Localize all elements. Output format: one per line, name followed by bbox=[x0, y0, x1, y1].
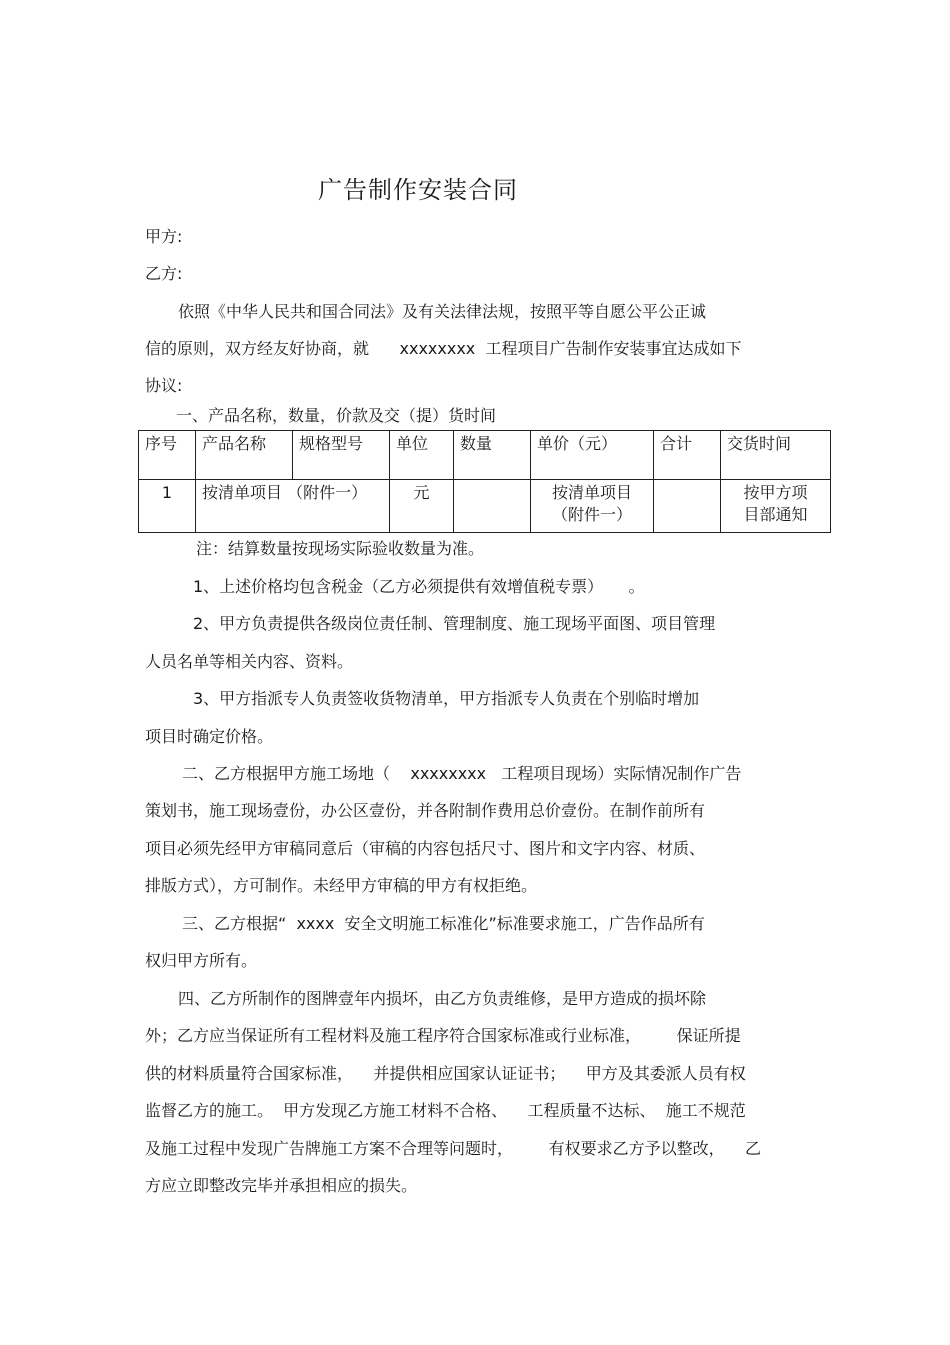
section4-line-4: 监督乙方的施工。 甲方发现乙方施工材料不合格、 工程质量不达标、 施工不规范 bbox=[145, 1101, 746, 1120]
row-index: 1 bbox=[139, 480, 196, 533]
row-delivery-time bbox=[721, 480, 831, 533]
table-header-cell: 交货时间 bbox=[721, 431, 831, 480]
table-header-cell: 合计 bbox=[654, 431, 721, 480]
section4-line-3: 供的材料质量符合国家标准， 并提供相应国家认证证书； 甲方及其委派人员有权 bbox=[145, 1064, 746, 1083]
table-header-cell: 数量 bbox=[454, 431, 531, 480]
table-header-cell: 规格型号 bbox=[293, 431, 390, 480]
row-unit: 元 bbox=[390, 480, 454, 533]
goods-table bbox=[138, 430, 831, 533]
item-2-line-1: 2、甲方负责提供各级岗位责任制、管理制度、施工现场平面图、项目管理 bbox=[193, 614, 716, 633]
table-header-cell: 序号 bbox=[139, 431, 196, 480]
item-3-line-2: 项目时确定价格。 bbox=[145, 727, 274, 746]
section4-line-2: 外；乙方应当保证所有工程材料及施工程序符合国家标准或行业标准， 保证所提 bbox=[145, 1026, 741, 1045]
section2-line-1: 二、乙方根据甲方施工场地（ xxxxxxxx 工程项目现场）实际情况制作广告 bbox=[182, 764, 742, 783]
section2-line-4: 排版方式），方可制作。未经甲方审稿的甲方有权拒绝。 bbox=[145, 876, 538, 895]
section3-line-2: 权归甲方所有。 bbox=[145, 951, 258, 970]
section2-line-3: 项目必须先经甲方审稿同意后（审稿的内容包括尺寸、图片和文字内容、材质、 bbox=[145, 839, 706, 858]
settlement-note: 注：结算数量按现场实际验收数量为准。 bbox=[196, 539, 485, 558]
row-delivery-line-1: 按甲方项 bbox=[743, 483, 808, 502]
party-a-label: 甲方: bbox=[145, 227, 183, 246]
table-header-row bbox=[139, 431, 831, 480]
item-1: 1、上述价格均包含税金（乙方必须提供有效增值税专票） 。 bbox=[193, 577, 645, 596]
row-unit-price bbox=[531, 480, 654, 533]
section4-line-1: 四、乙方所制作的图牌壹年内损坏，由乙方负责维修，是甲方造成的损坏除 bbox=[178, 989, 707, 1008]
intro-line-2: 信的原则，双方经友好协商，就 xxxxxxxx 工程项目广告制作安装事宜达成如下 bbox=[145, 339, 742, 358]
row-quantity bbox=[454, 480, 531, 533]
section1-heading: 一、产品名称，数量，价款及交（提）货时间 bbox=[176, 406, 497, 425]
section2-line-2: 策划书，施工现场壹份，办公区壹份，并各附制作费用总价壹份。在制作前所有 bbox=[145, 801, 706, 820]
row-total bbox=[654, 480, 721, 533]
item-3-line-1: 3、甲方指派专人负责签收货物清单，甲方指派专人负责在个别临时增加 bbox=[193, 689, 700, 708]
section4-line-5: 及施工过程中发现广告牌施工方案不合理等问题时， 有权要求乙方予以整改， 乙 bbox=[145, 1139, 761, 1158]
contract-title: 广告制作安装合同 bbox=[318, 176, 518, 204]
party-b-label: 乙方: bbox=[145, 264, 183, 283]
intro-line-1: 依照《中华人民共和国合同法》及有关法律法规，按照平等自愿公平公正诚 bbox=[178, 302, 707, 321]
section4-line-6: 方应立即整改完毕并承担相应的损失。 bbox=[145, 1176, 418, 1195]
row-unit-price-line-1: 按清单项目 bbox=[551, 483, 632, 502]
table-header-cell: 产品名称 bbox=[196, 431, 293, 480]
table-header-cell: 单价（元） bbox=[531, 431, 654, 480]
row-unit-price-line-2: （附件一） bbox=[551, 505, 632, 524]
intro-line-3: 协议: bbox=[145, 376, 183, 395]
item-2-line-2: 人员名单等相关内容、资料。 bbox=[145, 652, 354, 671]
row-product-name: 按清单项目 （附件一） bbox=[196, 480, 390, 533]
table-header-cell: 单位 bbox=[390, 431, 454, 480]
section3-line-1: 三、乙方根据“ xxxx 安全文明施工标准化”标准要求施工，广告作品所有 bbox=[182, 914, 705, 933]
row-delivery-line-2: 目部通知 bbox=[743, 505, 808, 524]
table-row bbox=[139, 480, 831, 533]
